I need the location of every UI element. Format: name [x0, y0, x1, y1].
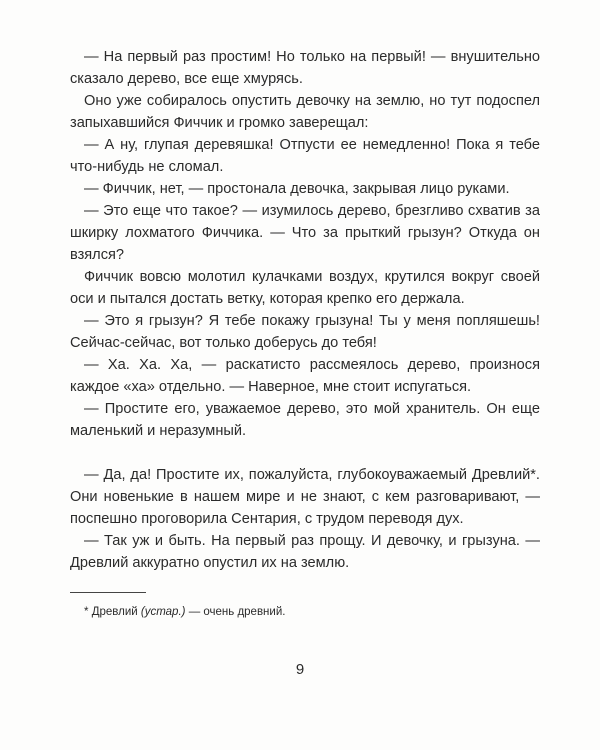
paragraph-5: — Это еще что такое? — изумилось дерево, брезгливо схватив за шкирку лохматого Фиччика. — Что за прыткий грызун? Откуда он взялся? [70, 203, 540, 263]
footnote-definition: — очень древний. [188, 606, 286, 618]
body-text [70, 46, 540, 574]
footnote-usage-note: (устар.) [140, 606, 186, 618]
paragraph-7: — Это я грызун? Я тебе покажу грызуна! Ты у меня попляшешь! Сейчас-сейчас, вот только доберусь до тебя! [70, 313, 540, 351]
paragraph-4: — Фиччик, нет, — простонала девочка, закрывая лицо руками. [84, 181, 510, 197]
footnote-divider [70, 592, 146, 593]
paragraph-1: — На первый раз простим! Но только на первый! — внушительно сказало дерево, все еще хмурясь. [70, 49, 540, 87]
paragraph-2: Оно уже собиралось опустить девочку на землю, но тут подоспел запыхавшийся Фиччик и громко заверещал: [70, 93, 540, 131]
footnote-term: Древлий [91, 606, 138, 618]
paragraph-8: — Ха. Ха. Ха, — раскатисто рассмеялось дерево, произнося каждое «ха» отдельно. — Наверное, мне стоит испугаться. [70, 357, 540, 395]
page-number: 9 [295, 661, 305, 678]
footnote [84, 604, 524, 620]
paragraph-9: — Простите его, уважаемое дерево, это мой хранитель. Он еще маленький и неразумный. [70, 401, 540, 439]
footnote-marker: * [84, 606, 89, 618]
paragraph-11: — Так уж и быть. На первый раз прощу. И девочку, и грызуна. — Древлий аккуратно опустил их на землю. [70, 533, 540, 571]
paragraph-10: — Да, да! Простите их, пожалуйста, глубокоуважаемый Древлий*. Они новенькие в нашем мире и не знают, с кем разговаривают, — поспешно проговорила Сентария, с трудом переводя дух. [70, 467, 540, 527]
paragraph-3: — А ну, глупая деревяшка! Отпусти ее немедленно! Пока я тебе что-нибудь не сломал. [70, 137, 540, 175]
paragraph-6: Фиччик вовсю молотил кулачками воздух, крутился вокруг своей оси и пытался достать ветку, которая крепко его держала. [70, 269, 540, 307]
